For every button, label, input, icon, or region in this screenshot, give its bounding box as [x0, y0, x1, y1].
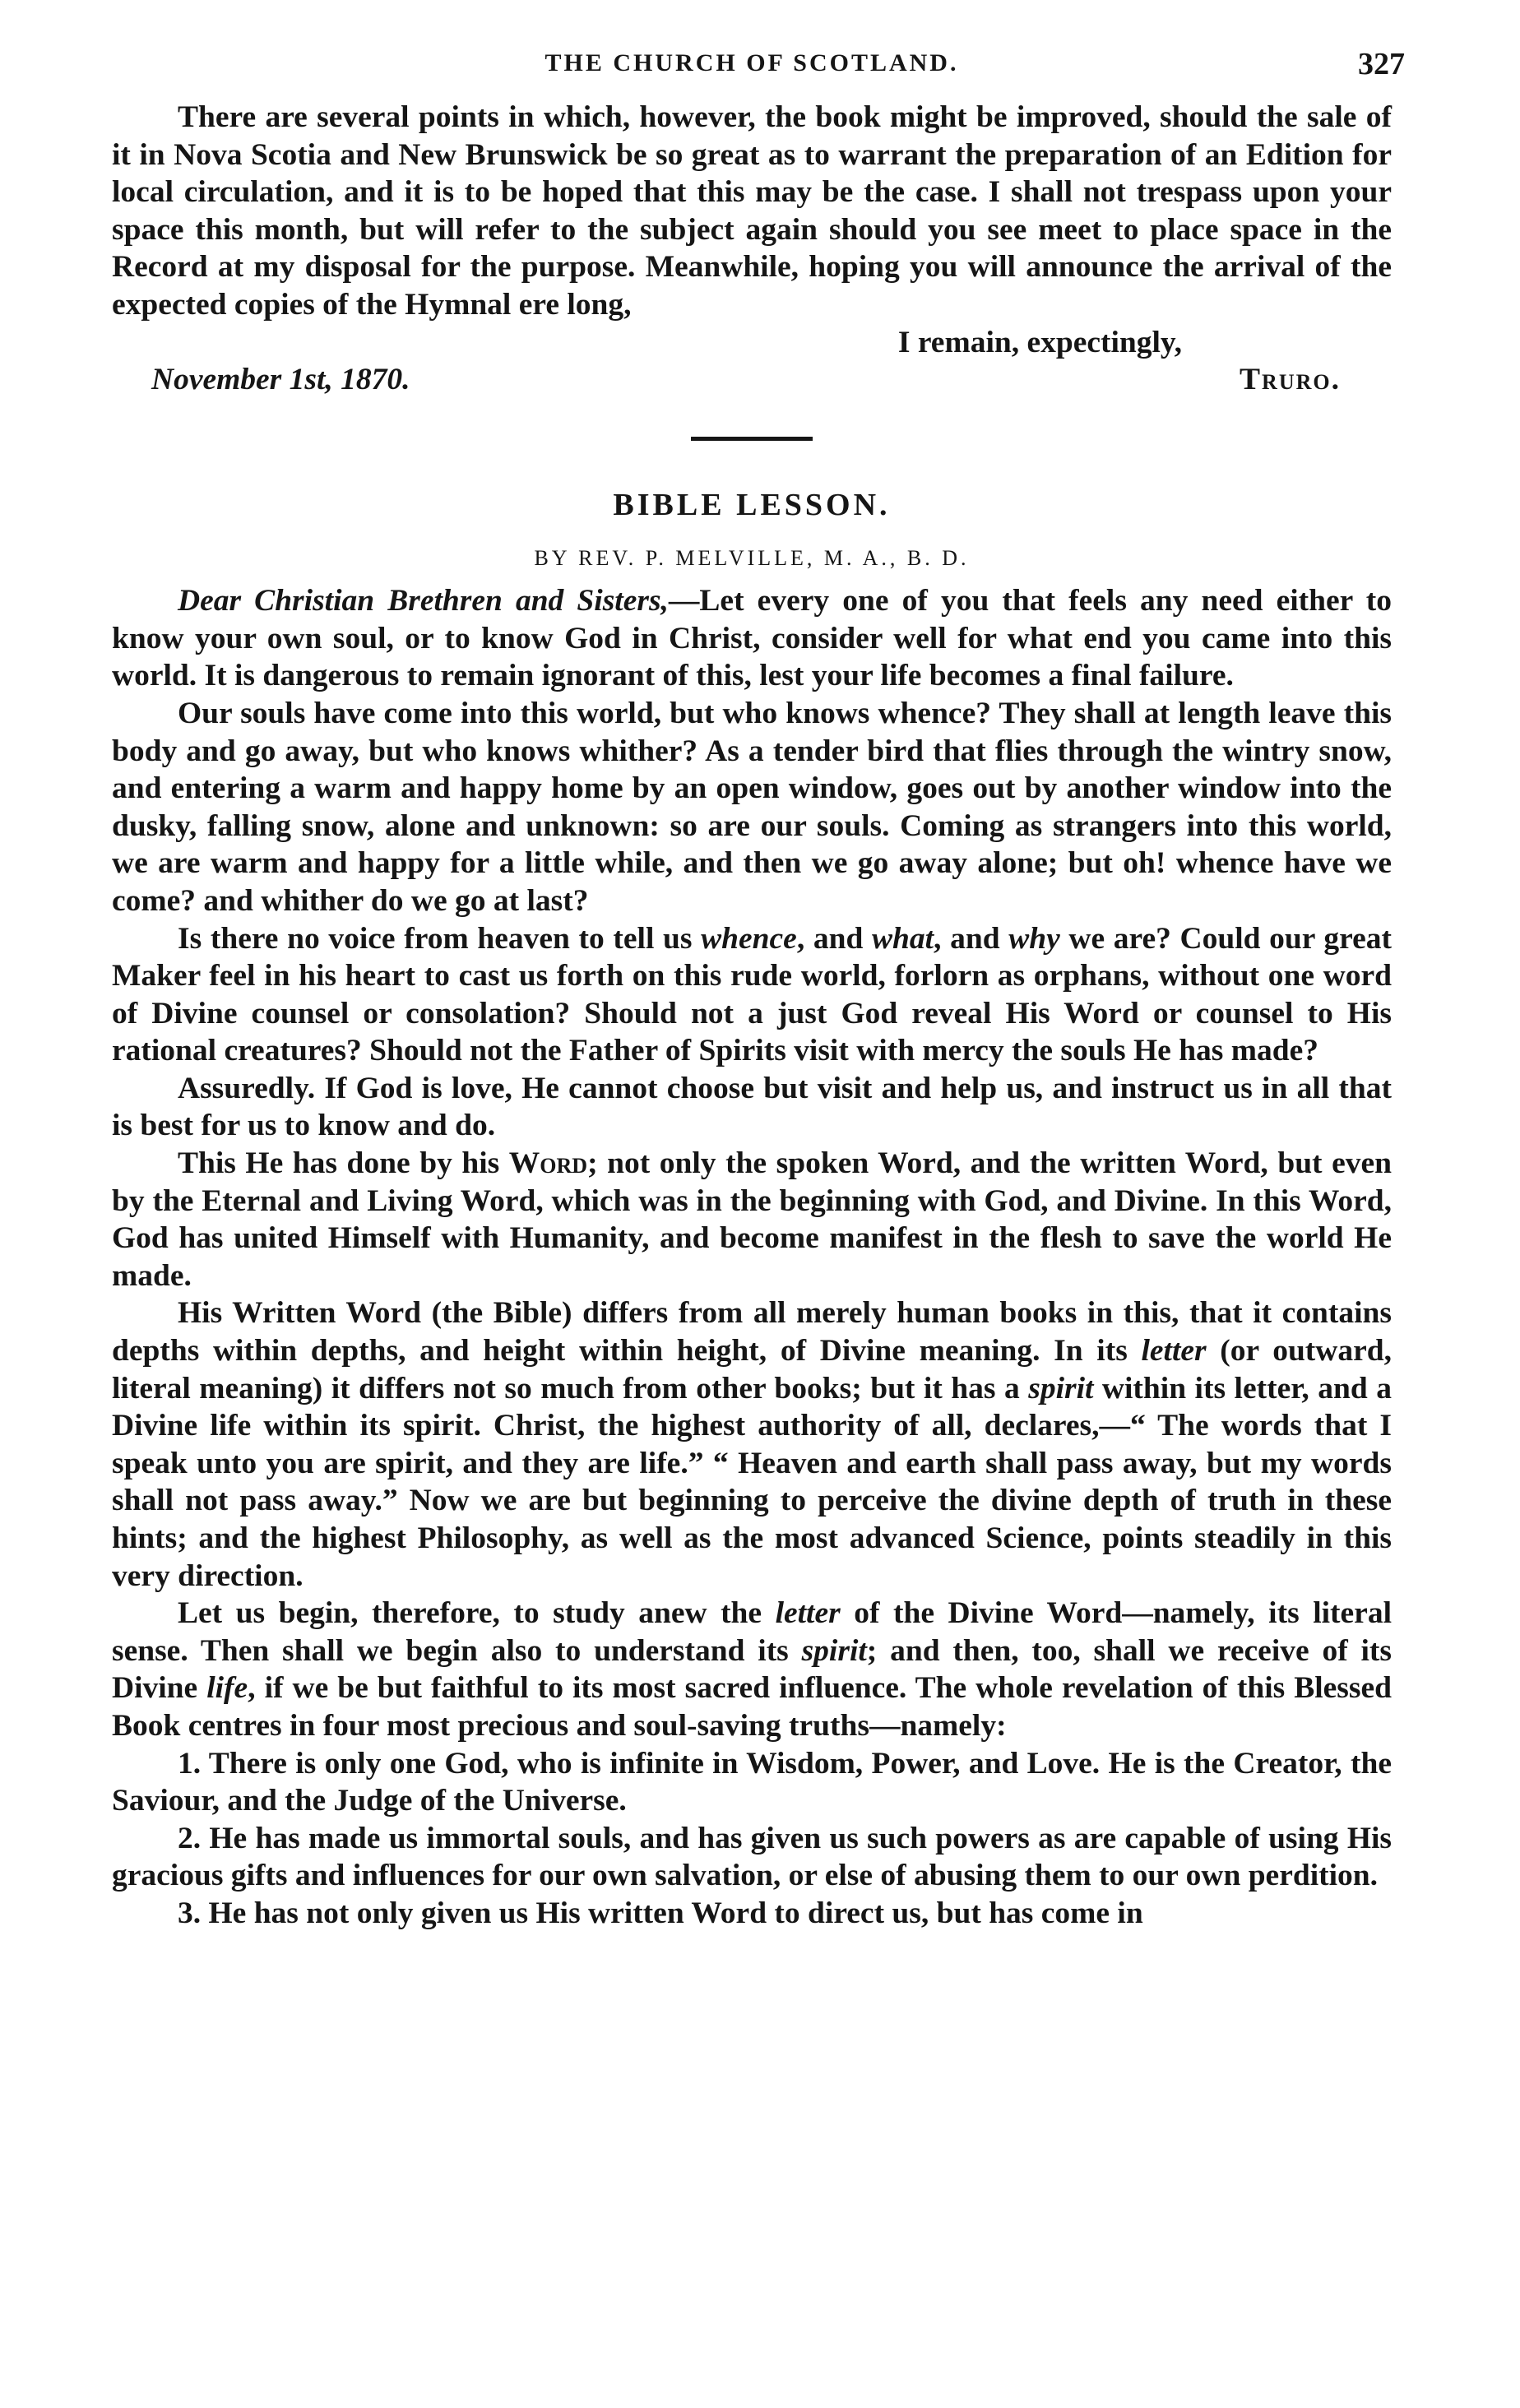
p3-emph-whence: whence [701, 921, 797, 956]
paragraph-1-text: —Let every one of you that feels any need either to know your own soul, or to know God in Christ, consider well for what end you came into this world. It is dangerous to remain ignorant of this, lest your life becomes a final failure. [112, 584, 1392, 693]
article-paragraph-7 [112, 1595, 1392, 1744]
p3-text-b: , and [796, 921, 872, 956]
truth-point-1: 1. There is only one God, who is infinite in Wisdom, Power, and Love. He is the Creator, the Saviour, and the Judge of the Universe. [112, 1746, 1392, 1818]
p3-text-d: we are? Could our great Maker feel in his heart to cast us forth on this rude world, forlorn as orphans, without one word of Divine counsel or consolation? Should not a just God reveal His Word or counsel to His rational creatures? Should not the Father of Spirits visit with mercy the souls He has made? [112, 921, 1393, 1068]
p3-text-a: Is there no voice from heaven to tell us [178, 921, 702, 956]
article-body [112, 582, 1392, 1932]
p6-text-b: (or outward, literal meaning) it differs not so much from other books; but it has a [112, 1334, 1392, 1405]
running-head [112, 47, 1405, 99]
p5-text-b: ; not only the spoken Word, and the written Word, but even by the Eternal and Living Word, which was in the beginning with God, and Divine. In this Word, God has united Himself with Humanity, and become manifest in the flesh to save the world He made. [112, 1146, 1392, 1293]
truth-point-2: 2. He has made us immortal souls, and has given us such powers as are capable of using His gracious gifts and influences for our own salvation, or else of abusing them to our own perdition. [112, 1821, 1392, 1893]
article-paragraph-5 [112, 1145, 1392, 1294]
p6-emph-letter: letter [1141, 1334, 1207, 1368]
page-number: 327 [1358, 47, 1405, 81]
letter-closing: I remain, expectingly, [897, 325, 1182, 359]
article-byline: BY REV. P. MELVILLE, M. A., B. D. [534, 546, 970, 571]
p7-emph-spirit: spirit [801, 1633, 867, 1668]
p6-text-a: His Written Word (the Bible) differs from all merely human books in this, that it contains depths within depths, and height within height, of Divine meaning. In its [112, 1296, 1392, 1368]
p5-text-a: This He has done by his [178, 1146, 509, 1181]
p6-emph-spirit: spirit [1028, 1371, 1094, 1405]
salutation: Dear Christian Brethren and Sisters, [178, 584, 669, 618]
letter-section [112, 99, 1392, 401]
letter-date: November 1st, 1870. [151, 363, 410, 397]
letter-signature: Truro. [1240, 363, 1341, 397]
p3-text-c: , and [934, 921, 1009, 956]
running-title: THE CHURCH OF SCOTLAND. [545, 49, 959, 76]
article-paragraph-4: Assuredly. If God is love, He cannot choose but visit and help us, and instruct us in all that is best for us to know and do. [112, 1071, 1392, 1143]
p5-word-smallcaps: Word [508, 1146, 588, 1181]
p7-text-d: , if we be but faithful to its most sacred influence. The whole revelation of this Blessed Book centres in four most precious and soul-saving truths—namely: [112, 1671, 1392, 1743]
p7-emph-life: life [206, 1671, 248, 1706]
truth-point-3: 3. He has not only given us His written Word to direct us, but has come in [178, 1896, 1143, 1930]
p7-text-a: Let us begin, therefore, to study anew the [178, 1596, 776, 1631]
article-paragraph-1 [112, 582, 1392, 695]
article-title: BIBLE LESSON. [613, 488, 891, 523]
article-paragraph-6 [112, 1294, 1392, 1595]
article-paragraph-3 [112, 920, 1392, 1070]
section-divider [691, 437, 813, 441]
p7-text-c: ; and then, too, shall we receive of its Divine [112, 1633, 1392, 1706]
article-paragraph-2: Our souls have come into this world, but who knows whence? They shall at length leave this body and go away, but who knows whither? As a tender bird that flies through the wintry snow, and entering a warm and happy home by an open window, goes out by another window into the dusky, falling snow, alone and unknown: so are our souls. Coming as strangers into this world, we are warm and happy for a little while, and then we go away alone; but oh! whence have we come? and whither do we go at last? [112, 696, 1392, 918]
p7-emph-letter: letter [775, 1596, 841, 1631]
letter-signoff [112, 361, 1392, 401]
p7-text-b: of the Divine Word—namely, its literal sense. Then shall we begin also to understand its [112, 1596, 1392, 1668]
p3-emph-why: why [1008, 921, 1060, 956]
page [112, 47, 1405, 1933]
p6-text-c: within its letter, and a Divine life within its spirit. Christ, the highest authority of all, declares,—“ The words that I speak unto you are spirit, and they are life.” “ Heaven and earth shall pass away, but my words shall not pass away.” Now we are but beginning to perceive the divine depth of truth in these hints; and the highest Philosophy, as well as the most advanced Science, points steadily in this very direction. [112, 1371, 1392, 1593]
letter-paragraph: There are several points in which, however, the book might be improved, should the sale of it in Nova Scotia and New Brunswick be so great as to warrant the preparation of an Edition for local circulation, and it is to be hoped that this may be the case. I shall not trespass upon your space this month, but will refer to the subject again should you see meet to place space in the Record at my disposal for the purpose. Meanwhile, hoping you will announce the arrival of the expected copies of the Hymnal ere long, [112, 100, 1392, 322]
p3-emph-what: what [872, 921, 934, 956]
